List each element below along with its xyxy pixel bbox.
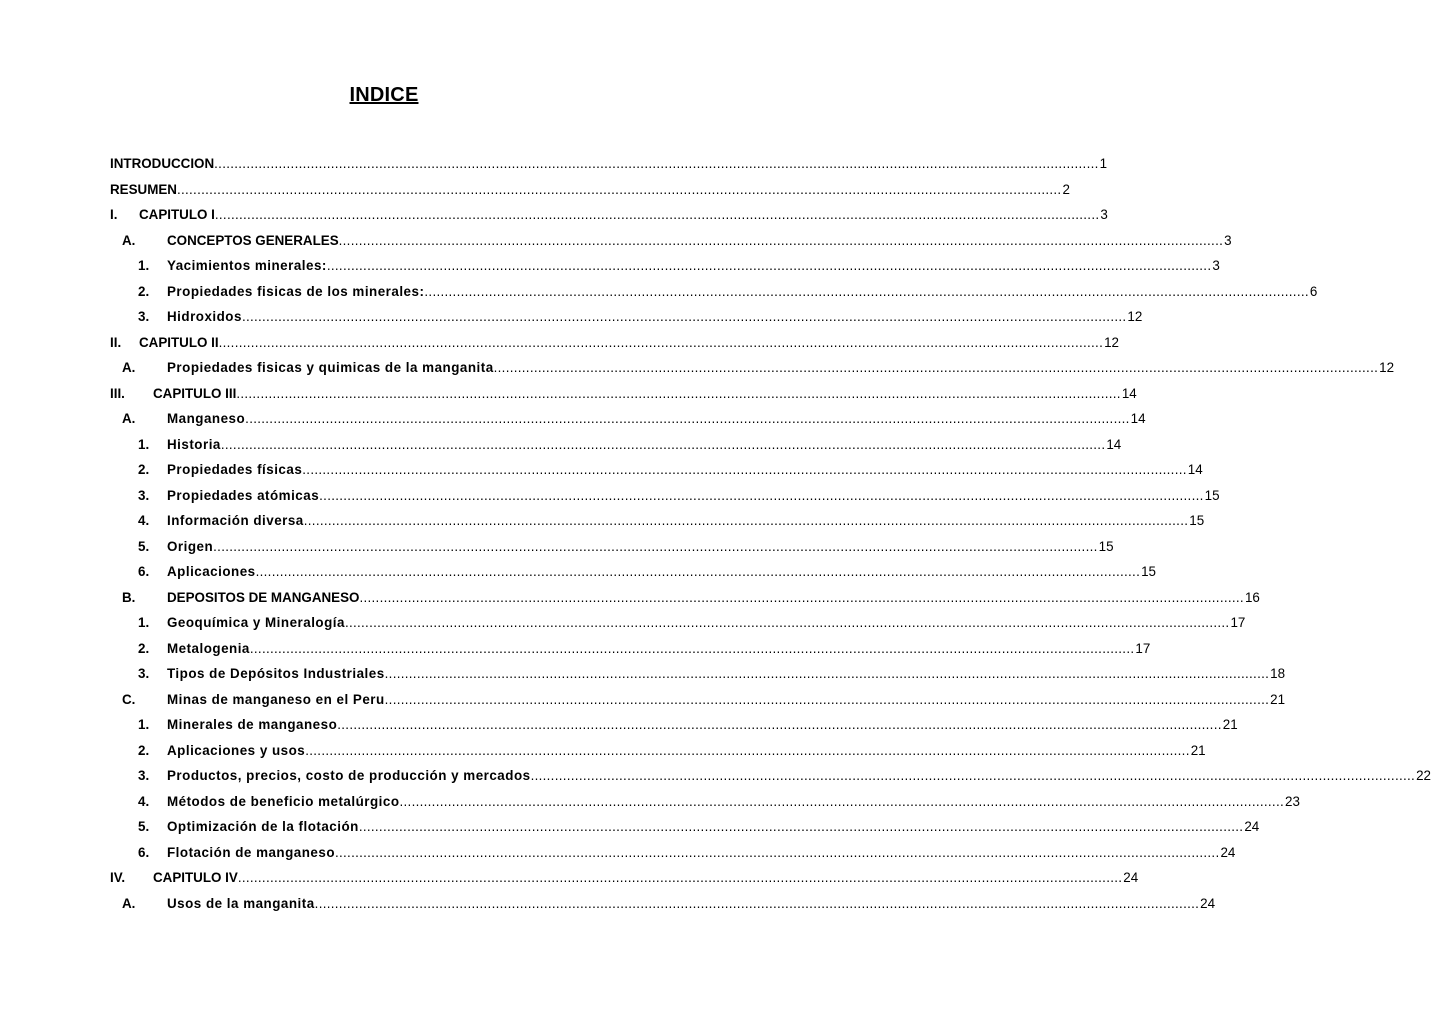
toc-number: A.	[122, 360, 136, 375]
toc-page-number: 12	[1379, 360, 1395, 375]
toc-entry[interactable]	[110, 304, 1143, 330]
toc-label: Usos de la manganita	[167, 895, 315, 911]
toc-label: CAPITULO III	[153, 385, 237, 401]
toc-number: 2.	[138, 283, 150, 299]
toc-entry[interactable]	[110, 636, 1151, 662]
dot-leader: ............................................................................................................................................................................................................................	[214, 156, 1099, 171]
toc-page-number: 24	[1244, 819, 1260, 834]
toc-entry[interactable]	[110, 661, 1286, 687]
toc-entry[interactable]	[110, 610, 1246, 636]
toc-page-number: 24	[1200, 895, 1216, 911]
toc-entry[interactable]	[110, 483, 1220, 509]
toc-label: Aplicaciones y usos	[167, 742, 306, 758]
dot-leader: ............................................................................................................................................................................................................................	[358, 819, 1244, 834]
dot-leader: ............................................................................................................................................................................................................................	[493, 360, 1379, 375]
toc-entry[interactable]	[110, 432, 1122, 458]
toc-label: Propiedades fisicas y quimicas de la manganita	[167, 360, 494, 375]
toc-label: CONCEPTOS GENERALES	[167, 232, 339, 248]
toc-page-number: 24	[1220, 844, 1236, 860]
dot-leader: ............................................................................................................................................................................................................................	[213, 538, 1098, 554]
toc-page-number: 3	[1224, 232, 1232, 248]
toc-number: B.	[122, 589, 136, 605]
toc-entry[interactable]	[110, 687, 1286, 713]
toc-page-number: 17	[1230, 615, 1246, 630]
toc-page-number: 18	[1270, 666, 1286, 681]
toc-page-number: 16	[1244, 589, 1260, 605]
toc-number: 1.	[138, 717, 150, 732]
toc-label: Geoquímica y Mineralogía	[167, 615, 345, 630]
toc-label: Tipos de Depósitos Industriales	[167, 666, 385, 681]
toc-label: Minerales de manganeso	[167, 717, 338, 732]
dot-leader: ............................................................................................................................................................................................................................	[530, 768, 1416, 783]
dot-leader: ............................................................................................................................................................................................................................	[384, 666, 1270, 681]
toc-page-number: 15	[1189, 513, 1205, 528]
toc-label: Propiedades físicas	[167, 462, 303, 477]
toc-number: A.	[122, 895, 136, 911]
toc-label: Productos, precios, costo de producción y mercados	[167, 768, 531, 783]
toc-entry[interactable]	[110, 202, 1108, 228]
toc-label: Flotación de manganeso	[167, 844, 335, 860]
toc-number: 3.	[138, 666, 150, 681]
toc-label: Aplicaciones	[167, 564, 256, 579]
dot-leader: ............................................................................................................................................................................................................................	[344, 615, 1230, 630]
toc-page-number: 3	[1100, 207, 1108, 222]
toc-number: 2.	[138, 640, 150, 656]
toc-number: 5.	[138, 819, 150, 834]
dot-leader: ............................................................................................................................................................................................................................	[384, 691, 1270, 707]
toc-label: Hidroxidos	[167, 309, 242, 324]
toc-label: Historia	[167, 436, 221, 452]
dot-leader: ............................................................................................................................................................................................................................	[214, 207, 1100, 222]
toc-number: IV.	[110, 870, 126, 885]
toc-entry[interactable]	[110, 279, 1318, 305]
toc-number: I.	[110, 207, 118, 222]
table-of-contents	[110, 151, 1431, 916]
toc-number: 2.	[138, 462, 150, 477]
toc-number: 6.	[138, 564, 150, 579]
toc-entry[interactable]	[110, 177, 1070, 203]
dot-leader: ............................................................................................................................................................................................................................	[245, 411, 1130, 426]
toc-page-number: 15	[1141, 564, 1156, 579]
dot-leader: ............................................................................................................................................................................................................................	[326, 258, 1212, 273]
toc-page-number: 2	[1062, 181, 1070, 197]
toc-label: Información diversa	[167, 513, 304, 528]
toc-page-number: 23	[1285, 793, 1300, 809]
toc-entry[interactable]	[110, 228, 1232, 254]
toc-entry[interactable]	[110, 330, 1119, 356]
toc-label: INTRODUCCION	[110, 156, 215, 171]
dot-leader: ............................................................................................................................................................................................................................	[337, 717, 1222, 732]
toc-entry[interactable]	[110, 891, 1216, 917]
dot-leader: ............................................................................................................................................................................................................................	[399, 793, 1284, 809]
dot-leader: ............................................................................................................................................................................................................................	[237, 870, 1123, 885]
toc-page-number: 24	[1123, 870, 1139, 885]
toc-page-number: 15	[1098, 538, 1114, 554]
toc-entry[interactable]	[110, 738, 1206, 764]
dot-leader: ............................................................................................................................................................................................................................	[335, 844, 1220, 860]
dot-leader: ............................................................................................................................................................................................................................	[218, 334, 1104, 350]
dot-leader: ............................................................................................................................................................................................................................	[305, 742, 1190, 758]
toc-page-number: 6	[1309, 283, 1318, 299]
toc-page-number: 22	[1416, 768, 1431, 783]
toc-page-number: 14	[1130, 411, 1146, 426]
toc-number: 6.	[138, 844, 150, 860]
toc-label: Manganeso	[167, 411, 246, 426]
toc-label: CAPITULO I	[139, 207, 215, 222]
toc-page-number: 21	[1270, 691, 1286, 707]
toc-number: 4.	[138, 793, 150, 809]
toc-entry[interactable]	[110, 508, 1205, 534]
toc-entry[interactable]	[110, 406, 1146, 432]
toc-page-number: 14	[1106, 436, 1122, 452]
toc-number: A.	[122, 232, 136, 248]
toc-entry[interactable]	[110, 712, 1238, 738]
toc-page-number: 14	[1121, 385, 1137, 401]
toc-label: Propiedades fisicas de los minerales:	[167, 283, 425, 299]
toc-page-number: 21	[1190, 742, 1206, 758]
dot-leader: ............................................................................................................................................................................................................................	[359, 589, 1244, 605]
dot-leader: ............................................................................................................................................................................................................................	[249, 640, 1135, 656]
toc-label: Origen	[167, 538, 214, 554]
document-title: INDICE	[349, 84, 419, 106]
dot-leader: ............................................................................................................................................................................................................................	[176, 181, 1062, 197]
toc-page-number: 17	[1135, 640, 1151, 656]
toc-entry[interactable]	[110, 789, 1300, 815]
toc-label: Metalogenia	[167, 640, 250, 656]
toc-page-number: 12	[1127, 309, 1143, 324]
toc-entry[interactable]	[110, 814, 1260, 840]
dot-leader: ............................................................................................................................................................................................................................	[314, 895, 1200, 911]
toc-number: 1.	[138, 436, 150, 452]
toc-number: A.	[122, 411, 136, 426]
toc-entry[interactable]	[110, 763, 1431, 789]
toc-number: 2.	[138, 742, 150, 758]
toc-number: 3.	[138, 487, 150, 503]
dot-leader: ............................................................................................................................................................................................................................	[241, 309, 1127, 324]
toc-entry[interactable]	[110, 381, 1137, 407]
toc-label: CAPITULO II	[139, 334, 219, 350]
toc-page-number: 12	[1104, 334, 1119, 350]
toc-page-number: 1	[1099, 156, 1108, 171]
toc-number: III.	[110, 385, 125, 401]
toc-label: CAPITULO IV	[153, 870, 238, 885]
toc-entry[interactable]	[110, 534, 1114, 560]
toc-label: Propiedades atómicas	[167, 487, 320, 503]
toc-entry[interactable]	[110, 865, 1139, 891]
toc-number: II.	[110, 334, 122, 350]
toc-number: 5.	[138, 538, 150, 554]
toc-number: 1.	[138, 258, 150, 273]
dot-leader: ............................................................................................................................................................................................................................	[220, 436, 1106, 452]
toc-entry[interactable]	[110, 355, 1395, 381]
toc-number: 1.	[138, 615, 150, 630]
dot-leader: ............................................................................................................................................................................................................................	[236, 385, 1121, 401]
toc-label: RESUMEN	[110, 181, 177, 197]
toc-number: 3.	[138, 768, 150, 783]
toc-entry[interactable]	[110, 151, 1108, 177]
toc-entry[interactable]	[110, 840, 1236, 866]
toc-entry[interactable]	[110, 559, 1156, 585]
toc-number: 3.	[138, 309, 150, 324]
toc-entry[interactable]	[110, 457, 1203, 483]
toc-page-number: 3	[1212, 258, 1220, 273]
dot-leader: ............................................................................................................................................................................................................................	[303, 513, 1189, 528]
toc-page-number: 21	[1222, 717, 1238, 732]
toc-label: Yacimientos minerales:	[167, 258, 327, 273]
dot-leader: ............................................................................................................................................................................................................................	[424, 283, 1309, 299]
dot-leader: ............................................................................................................................................................................................................................	[338, 232, 1224, 248]
toc-page-number: 15	[1204, 487, 1220, 503]
toc-label: Optimización de la flotación	[167, 819, 359, 834]
toc-number: C.	[122, 691, 136, 707]
dot-leader: ............................................................................................................................................................................................................................	[302, 462, 1187, 477]
toc-number: 4.	[138, 513, 150, 528]
toc-label: Minas de manganeso en el Peru	[167, 691, 385, 707]
toc-entry[interactable]	[110, 253, 1220, 279]
toc-label: Métodos de beneficio metalúrgico	[167, 793, 400, 809]
toc-entry[interactable]	[110, 585, 1260, 611]
dot-leader: ............................................................................................................................................................................................................................	[319, 487, 1204, 503]
toc-label: DEPOSITOS DE MANGANESO	[167, 589, 360, 605]
toc-page-number: 14	[1187, 462, 1203, 477]
dot-leader: ............................................................................................................................................................................................................................	[255, 564, 1141, 579]
